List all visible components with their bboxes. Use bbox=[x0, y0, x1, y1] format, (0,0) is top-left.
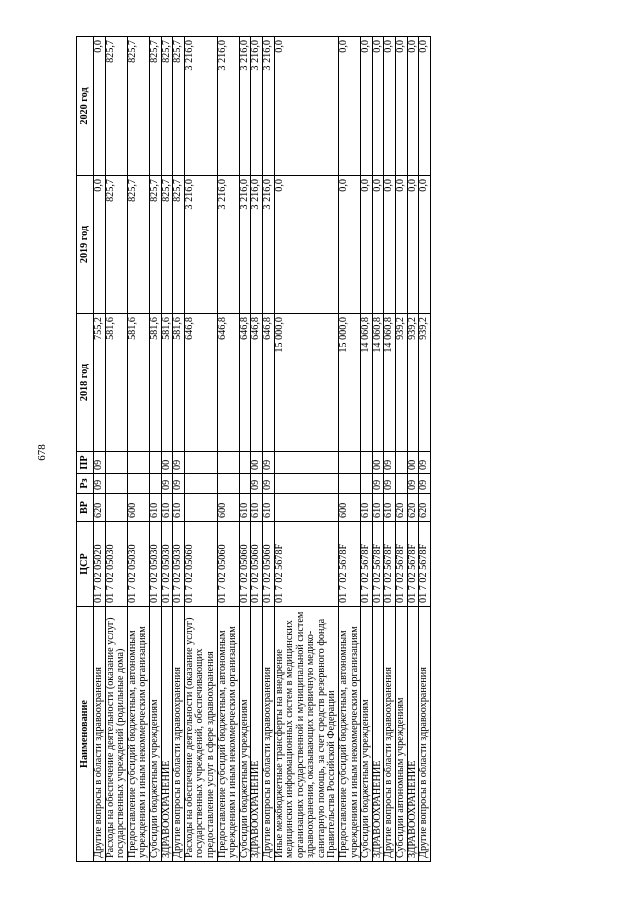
rotated-table-container bbox=[76, 37, 548, 862]
row-csr: 01 7 02 5678F bbox=[384, 522, 396, 607]
row-pr bbox=[361, 452, 373, 474]
row-vr: 610 bbox=[384, 494, 396, 522]
row-2019: 0,0 bbox=[419, 176, 431, 314]
row-2018: 15 000,0 bbox=[339, 314, 361, 452]
row-2020: 0,0 bbox=[274, 37, 339, 176]
row-rz bbox=[127, 474, 149, 494]
header-name: Наименование bbox=[77, 607, 94, 862]
row-csr: 01 7 02 05060 bbox=[184, 522, 217, 607]
row-rz: 09 bbox=[161, 474, 173, 494]
row-vr: 610 bbox=[161, 494, 173, 522]
row-2019: 0,0 bbox=[396, 176, 408, 314]
table-row bbox=[274, 37, 339, 862]
row-2018: 15 000,0 bbox=[274, 314, 339, 452]
row-csr: 01 7 02 05060 bbox=[262, 522, 274, 607]
row-vr: 620 bbox=[407, 494, 419, 522]
row-pr: 00 bbox=[372, 452, 384, 474]
row-csr: 01 7 02 05060 bbox=[251, 522, 263, 607]
table-row bbox=[419, 37, 431, 862]
row-rz: 09 bbox=[262, 474, 274, 494]
row-csr: 01 7 02 5678F bbox=[274, 522, 339, 607]
header-vr: ВР bbox=[77, 494, 94, 522]
row-2020: 3 216,0 bbox=[217, 37, 239, 176]
row-rz bbox=[239, 474, 251, 494]
row-vr: 620 bbox=[94, 494, 106, 522]
row-vr bbox=[184, 494, 217, 522]
row-2018: 939,2 bbox=[396, 314, 408, 452]
row-rz bbox=[396, 474, 408, 494]
row-2020: 3 216,0 bbox=[262, 37, 274, 176]
row-2018: 14 060,8 bbox=[384, 314, 396, 452]
row-2020: 0,0 bbox=[407, 37, 419, 176]
header-2018: 2018 год bbox=[77, 314, 94, 452]
table-row bbox=[262, 37, 274, 862]
row-name: Другие вопросы в области здравоохранения bbox=[419, 607, 431, 862]
row-vr: 610 bbox=[262, 494, 274, 522]
row-2019: 0,0 bbox=[361, 176, 373, 314]
row-2019: 825,7 bbox=[105, 176, 127, 314]
row-vr: 610 bbox=[173, 494, 185, 522]
row-rz: 09 bbox=[372, 474, 384, 494]
row-csr: 01 7 02 05030 bbox=[173, 522, 185, 607]
row-csr: 01 7 02 5678F bbox=[419, 522, 431, 607]
row-2019: 825,7 bbox=[149, 176, 161, 314]
row-rz bbox=[149, 474, 161, 494]
row-rz bbox=[361, 474, 373, 494]
row-vr: 600 bbox=[339, 494, 361, 522]
row-2018: 14 060,8 bbox=[372, 314, 384, 452]
row-pr bbox=[396, 452, 408, 474]
row-name: ЗДРАВООХРАНЕНИЕ bbox=[407, 607, 419, 862]
row-2018: 755,2 bbox=[94, 314, 106, 452]
row-2019: 3 216,0 bbox=[251, 176, 263, 314]
row-pr: 00 bbox=[161, 452, 173, 474]
table-row bbox=[361, 37, 373, 862]
header-2019: 2019 год bbox=[77, 176, 94, 314]
row-vr: 600 bbox=[217, 494, 239, 522]
row-pr bbox=[105, 452, 127, 474]
table-row bbox=[217, 37, 239, 862]
row-2020: 825,7 bbox=[127, 37, 149, 176]
row-2019: 0,0 bbox=[94, 176, 106, 314]
row-2020: 825,7 bbox=[161, 37, 173, 176]
row-pr: 09 bbox=[262, 452, 274, 474]
row-rz: 09 bbox=[419, 474, 431, 494]
row-pr: 09 bbox=[94, 452, 106, 474]
row-name: Другие вопросы в области здравоохранения bbox=[384, 607, 396, 862]
row-2020: 3 216,0 bbox=[239, 37, 251, 176]
row-2019: 825,7 bbox=[173, 176, 185, 314]
row-vr: 610 bbox=[372, 494, 384, 522]
row-name: Субсидии автономным учреждениям bbox=[396, 607, 408, 862]
row-pr: 09 bbox=[173, 452, 185, 474]
row-csr: 01 7 02 5678F bbox=[396, 522, 408, 607]
row-csr: 01 7 02 5678F bbox=[361, 522, 373, 607]
row-2019: 3 216,0 bbox=[217, 176, 239, 314]
table-row bbox=[251, 37, 263, 862]
row-2018: 581,6 bbox=[173, 314, 185, 452]
row-2019: 0,0 bbox=[372, 176, 384, 314]
row-pr bbox=[127, 452, 149, 474]
row-2020: 825,7 bbox=[173, 37, 185, 176]
row-csr: 01 7 02 05020 bbox=[94, 522, 106, 607]
row-vr: 610 bbox=[251, 494, 263, 522]
row-2018: 646,8 bbox=[251, 314, 263, 452]
row-name: Предоставление субсидий бюджетным, автономным учреждениям и иным некоммерческим организациям bbox=[127, 607, 149, 862]
row-csr: 01 7 02 05030 bbox=[149, 522, 161, 607]
row-pr bbox=[239, 452, 251, 474]
row-name: Другие вопросы в области здравоохранения bbox=[173, 607, 185, 862]
row-vr bbox=[274, 494, 339, 522]
budget-table bbox=[76, 36, 431, 862]
row-2019: 3 216,0 bbox=[262, 176, 274, 314]
header-pr: ПР bbox=[77, 452, 94, 474]
row-rz: 09 bbox=[94, 474, 106, 494]
table-row bbox=[372, 37, 384, 862]
header-rz: Рз bbox=[77, 474, 94, 494]
row-name: Расходы на обеспечение деятельности (оказание услуг) государственных учреждений (родильные дома) bbox=[105, 607, 127, 862]
table-row bbox=[173, 37, 185, 862]
table-row bbox=[239, 37, 251, 862]
row-2020: 0,0 bbox=[361, 37, 373, 176]
row-rz bbox=[339, 474, 361, 494]
row-2019: 3 216,0 bbox=[184, 176, 217, 314]
row-2019: 825,7 bbox=[161, 176, 173, 314]
row-csr: 01 7 02 05030 bbox=[161, 522, 173, 607]
row-pr bbox=[184, 452, 217, 474]
row-rz: 09 bbox=[407, 474, 419, 494]
row-name: Субсидии бюджетным учреждениям bbox=[149, 607, 161, 862]
row-pr bbox=[217, 452, 239, 474]
row-2018: 581,6 bbox=[127, 314, 149, 452]
row-name: Другие вопросы в области здравоохранения bbox=[94, 607, 106, 862]
row-vr: 620 bbox=[396, 494, 408, 522]
row-name: Другие вопросы в области здравоохранения bbox=[262, 607, 274, 862]
row-2018: 581,6 bbox=[149, 314, 161, 452]
row-rz: 09 bbox=[251, 474, 263, 494]
row-name: ЗДРАВООХРАНЕНИЕ bbox=[372, 607, 384, 862]
table-body bbox=[94, 37, 431, 862]
row-name: ЗДРАВООХРАНЕНИЕ bbox=[161, 607, 173, 862]
row-pr bbox=[149, 452, 161, 474]
row-2019: 0,0 bbox=[339, 176, 361, 314]
table-row bbox=[407, 37, 419, 862]
row-2018: 646,8 bbox=[217, 314, 239, 452]
row-2020: 825,7 bbox=[105, 37, 127, 176]
row-2018: 581,6 bbox=[161, 314, 173, 452]
row-2020: 825,7 bbox=[149, 37, 161, 176]
row-vr: 610 bbox=[361, 494, 373, 522]
row-2019: 825,7 bbox=[127, 176, 149, 314]
table-row bbox=[94, 37, 106, 862]
row-pr bbox=[274, 452, 339, 474]
row-2019: 3 216,0 bbox=[239, 176, 251, 314]
row-rz bbox=[274, 474, 339, 494]
row-2020: 0,0 bbox=[94, 37, 106, 176]
row-2019: 0,0 bbox=[407, 176, 419, 314]
row-2020: 0,0 bbox=[419, 37, 431, 176]
row-2018: 939,2 bbox=[407, 314, 419, 452]
row-2020: 0,0 bbox=[396, 37, 408, 176]
row-csr: 01 7 02 5678F bbox=[339, 522, 361, 607]
header-csr: ЦСР bbox=[77, 522, 94, 607]
row-vr bbox=[105, 494, 127, 522]
row-2019: 0,0 bbox=[274, 176, 339, 314]
header-2020: 2020 год bbox=[77, 37, 94, 176]
row-2018: 646,8 bbox=[262, 314, 274, 452]
row-rz: 09 bbox=[173, 474, 185, 494]
row-2018: 646,8 bbox=[239, 314, 251, 452]
row-csr: 01 7 02 05030 bbox=[127, 522, 149, 607]
row-rz bbox=[184, 474, 217, 494]
row-rz bbox=[105, 474, 127, 494]
row-vr: 610 bbox=[149, 494, 161, 522]
table-header-row bbox=[77, 37, 94, 862]
row-vr: 610 bbox=[239, 494, 251, 522]
row-csr: 01 7 02 05060 bbox=[217, 522, 239, 607]
row-pr: 09 bbox=[384, 452, 396, 474]
row-rz bbox=[217, 474, 239, 494]
row-rz: 09 bbox=[384, 474, 396, 494]
row-name: Иные межбюджетные трансферты на внедрение медицинских информационных систем в медицинских организациях государственной и муниципальной систем здравоохранения, оказывающих первичную медико-санитарную помощь, за счет средств резервного фонда Правительства Российской Федерации bbox=[274, 607, 339, 862]
row-2018: 939,2 bbox=[419, 314, 431, 452]
table-row bbox=[161, 37, 173, 862]
row-2020: 3 216,0 bbox=[184, 37, 217, 176]
row-pr: 00 bbox=[251, 452, 263, 474]
row-csr: 01 7 02 5678F bbox=[407, 522, 419, 607]
row-name: ЗДРАВООХРАНЕНИЕ bbox=[251, 607, 263, 862]
row-csr: 01 7 02 05030 bbox=[105, 522, 127, 607]
row-2018: 646,8 bbox=[184, 314, 217, 452]
row-name: Предоставление субсидий бюджетным, автономным учреждениям и иным некоммерческим организациям bbox=[339, 607, 361, 862]
row-name: Предоставление субсидий бюджетным, автономным учреждениям и иным некоммерческим организациям bbox=[217, 607, 239, 862]
table-row bbox=[149, 37, 161, 862]
row-2020: 0,0 bbox=[384, 37, 396, 176]
row-vr: 620 bbox=[419, 494, 431, 522]
row-2018: 581,6 bbox=[105, 314, 127, 452]
row-2020: 0,0 bbox=[339, 37, 361, 176]
row-2018: 14 060,8 bbox=[361, 314, 373, 452]
row-pr: 09 bbox=[419, 452, 431, 474]
page-number: 678 bbox=[36, 444, 48, 461]
row-name: Расходы на обеспечение деятельности (оказание услуг) государственных учреждений, обеспечивающих предоставление услуг в сфере здравоохранения bbox=[184, 607, 217, 862]
row-name: Субсидии бюджетным учреждениям bbox=[361, 607, 373, 862]
table-row bbox=[396, 37, 408, 862]
table-row bbox=[339, 37, 361, 862]
row-vr: 600 bbox=[127, 494, 149, 522]
row-2019: 0,0 bbox=[384, 176, 396, 314]
table-row bbox=[184, 37, 217, 862]
row-2020: 0,0 bbox=[372, 37, 384, 176]
row-pr bbox=[339, 452, 361, 474]
table-row bbox=[105, 37, 127, 862]
row-pr: 00 bbox=[407, 452, 419, 474]
table-row bbox=[127, 37, 149, 862]
table-row bbox=[384, 37, 396, 862]
row-name: Субсидии бюджетным учреждениям bbox=[239, 607, 251, 862]
row-csr: 01 7 02 5678F bbox=[372, 522, 384, 607]
row-csr: 01 7 02 05060 bbox=[239, 522, 251, 607]
row-2020: 3 216,0 bbox=[251, 37, 263, 176]
